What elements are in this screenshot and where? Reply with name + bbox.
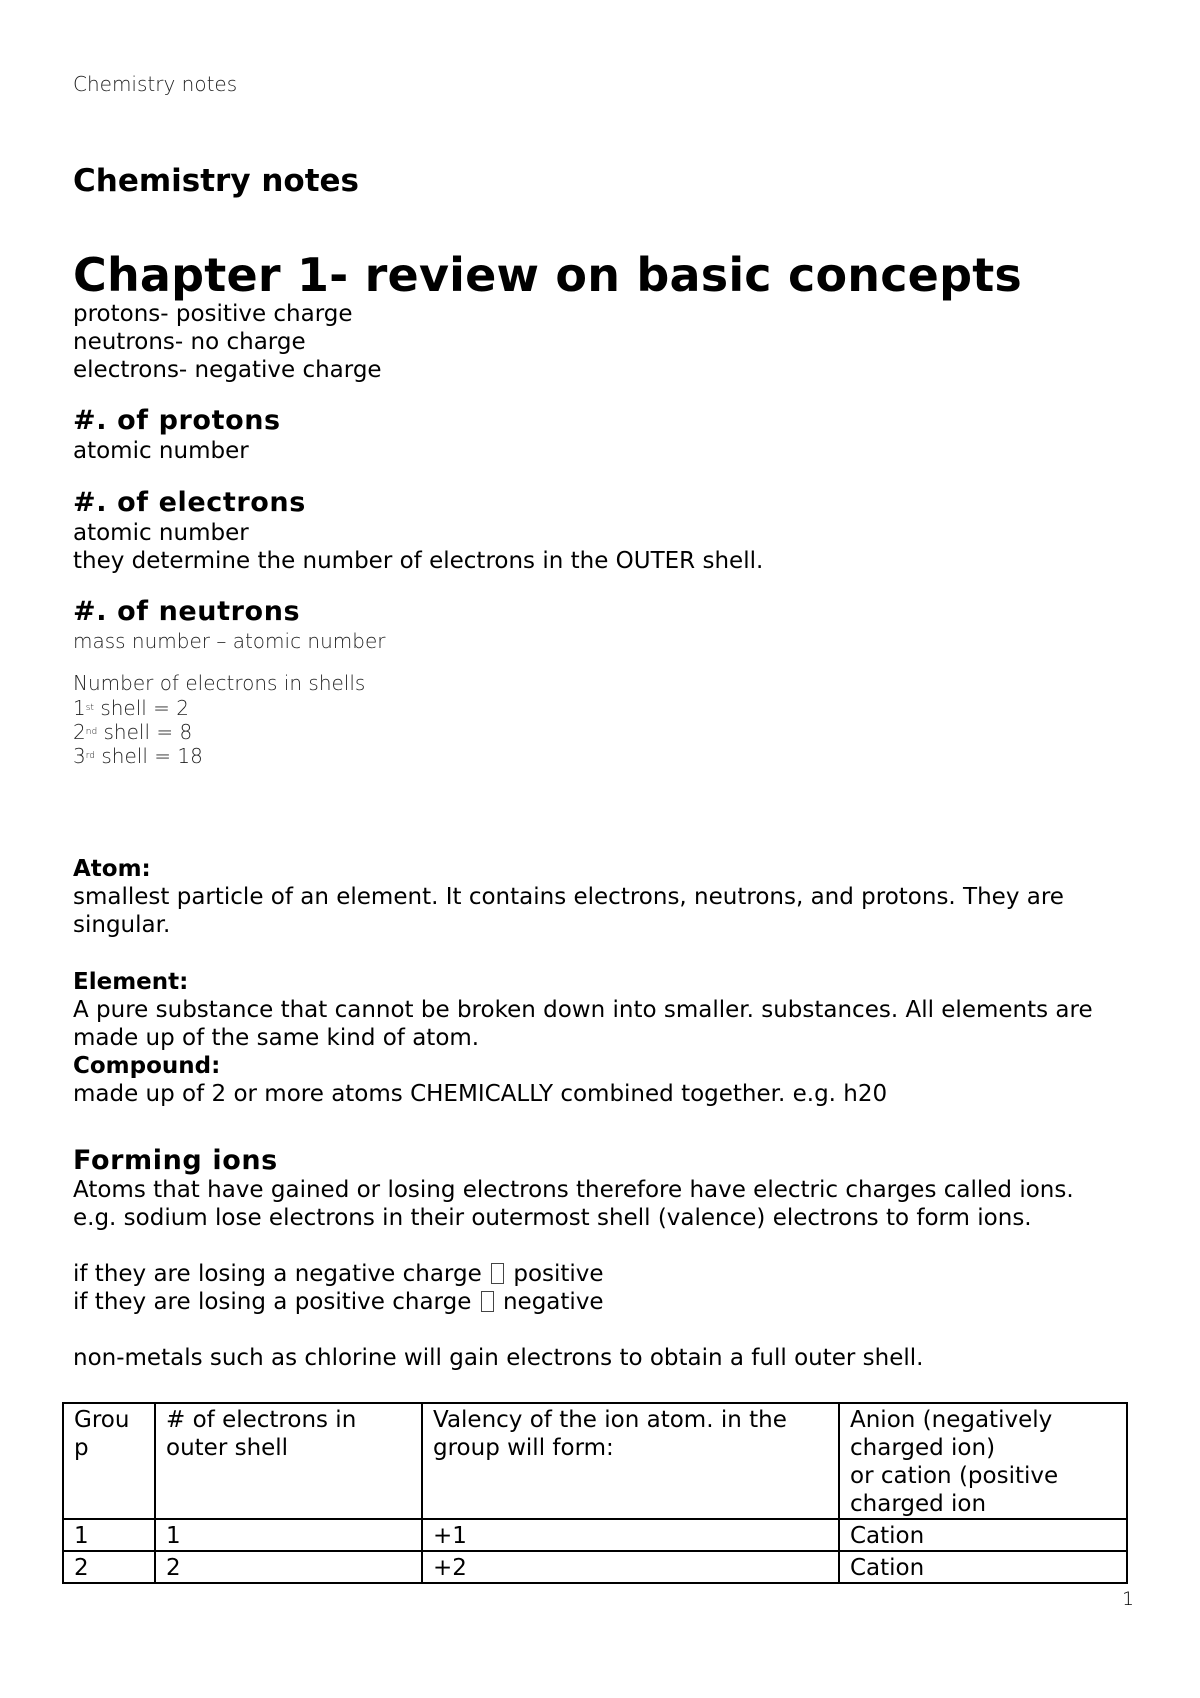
particle-protons: protons- positive charge xyxy=(73,301,353,327)
table-row xyxy=(63,1551,1127,1583)
table-cell: 1 xyxy=(63,1519,155,1551)
group-table xyxy=(62,1402,1128,1584)
compound-heading: Compound: xyxy=(73,1053,221,1079)
table-cell: +1 xyxy=(422,1519,839,1551)
electrons-text: they determine the number of electrons in the OUTER shell. xyxy=(73,548,764,574)
table-row xyxy=(63,1519,1127,1551)
table-cell: +2 xyxy=(422,1551,839,1583)
page-number: 1 xyxy=(1122,1588,1135,1610)
shell-item: 3rd shell = 18 xyxy=(73,744,203,768)
atom-section xyxy=(73,855,1133,939)
arrow-icon xyxy=(481,1291,494,1312)
table-cell: Cation xyxy=(839,1519,1127,1551)
compound-text: made up of 2 or more atoms CHEMICALLY combined together. e.g. h20 xyxy=(73,1081,888,1107)
forming-ions-text: e.g. sodium lose electrons in their outermost shell (valence) electrons to form ions. xyxy=(73,1205,1032,1231)
element-section xyxy=(73,968,1133,1108)
table-cell: 1 xyxy=(155,1519,422,1551)
chapter-title: Chapter 1- review on basic concepts xyxy=(73,248,1022,302)
table-cell: Cation xyxy=(839,1551,1127,1583)
nonmetals-text: non-metals such as chlorine will gain electrons to obtain a full outer shell. xyxy=(73,1345,924,1371)
atom-text: smallest particle of an element. It contains electrons, neutrons, and protons. They are singular. xyxy=(73,884,1064,938)
electrons-section xyxy=(73,487,763,575)
shell-item: 2nd shell = 8 xyxy=(73,720,193,744)
forming-ions-heading: Forming ions xyxy=(73,1145,278,1176)
table-header-cell: Grou p xyxy=(63,1403,155,1519)
neutrons-section xyxy=(73,596,386,654)
atom-heading: Atom: xyxy=(73,856,151,882)
protons-section xyxy=(73,405,281,465)
shells-section xyxy=(73,670,365,768)
table-header-cell: Valency of the ion atom. in the group will form: xyxy=(422,1403,839,1519)
shell-item: 1st shell = 2 xyxy=(73,696,190,720)
electrons-text: atomic number xyxy=(73,520,249,546)
element-text: A pure substance that cannot be broken down into smaller. substances. All elements are made up of the same kind of atom. xyxy=(73,997,1093,1051)
electrons-heading: #. of electrons xyxy=(73,487,306,518)
forming-ions-section xyxy=(73,1146,1074,1372)
protons-text: atomic number xyxy=(73,438,249,464)
element-heading: Element: xyxy=(73,969,189,995)
particles-list xyxy=(73,300,382,384)
shells-intro: Number of electrons in shells xyxy=(73,671,366,695)
ion-rule-negative: if they are losing a negative charge positive xyxy=(73,1261,604,1287)
forming-ions-text: Atoms that have gained or losing electrons therefore have electric charges called ions. xyxy=(73,1177,1074,1203)
spacer xyxy=(73,1316,1074,1344)
document-title: Chemistry notes xyxy=(73,163,359,199)
neutrons-heading: #. of neutrons xyxy=(73,596,301,627)
table-cell: 2 xyxy=(63,1551,155,1583)
neutrons-text: mass number – atomic number xyxy=(73,629,386,653)
table-header-cell: Anion (negatively charged ion) or cation (positive charged ion xyxy=(839,1403,1127,1519)
table-header-row xyxy=(63,1403,1127,1519)
running-header: Chemistry notes xyxy=(73,72,238,96)
particle-electrons: electrons- negative charge xyxy=(73,357,382,383)
ion-rule-positive: if they are losing a positive charge negative xyxy=(73,1289,604,1315)
protons-heading: #. of protons xyxy=(73,405,281,436)
table-header-cell: # of electrons in outer shell xyxy=(155,1403,422,1519)
particle-neutrons: neutrons- no charge xyxy=(73,329,306,355)
table-cell: 2 xyxy=(155,1551,422,1583)
spacer xyxy=(73,1232,1074,1260)
arrow-icon xyxy=(491,1263,504,1284)
